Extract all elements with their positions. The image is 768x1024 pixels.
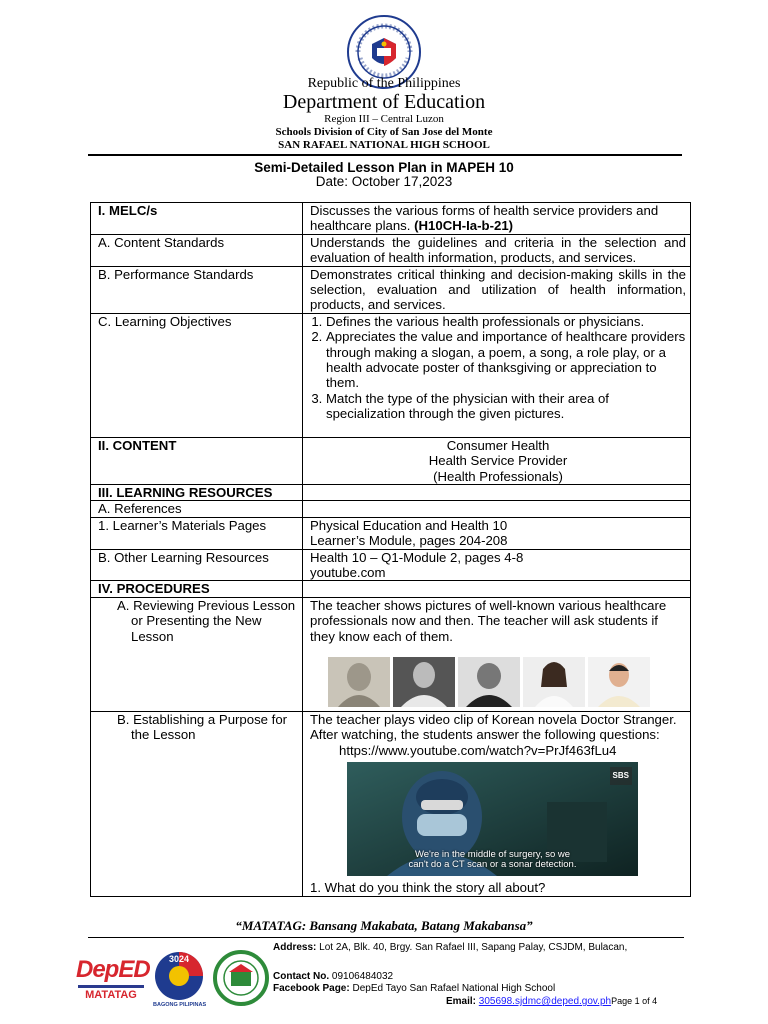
logo-stripe xyxy=(78,985,144,988)
objectives-cell xyxy=(303,313,691,437)
professional-photo xyxy=(328,657,390,707)
professional-photo xyxy=(523,657,585,707)
footer-divider xyxy=(88,937,684,938)
content-standards-label: A. Content Standards xyxy=(91,234,303,266)
email-link[interactable]: 305698.sjdmc@deped.gov.ph xyxy=(478,996,612,1007)
contact-label: Contact No. xyxy=(273,971,330,982)
table-row xyxy=(91,234,691,266)
other-resources-text: Health 10 – Q1-Module 2, pages 4-8 xyxy=(310,549,524,565)
school-name: SAN RAFAEL NATIONAL HIGH SCHOOL xyxy=(278,139,490,151)
table-row xyxy=(91,437,691,484)
learners-materials-label: 1. Learner’s Materials Pages xyxy=(91,517,303,549)
motto: “MATATAG: Bansang Makabata, Batang Makabansa” xyxy=(235,918,533,933)
table-row xyxy=(91,549,691,581)
empty-cell xyxy=(303,484,691,500)
list-item: 1. Defines the various health professionals or physicians. xyxy=(326,314,686,329)
performance-standards-label: B. Performance Standards xyxy=(91,266,303,313)
email-line xyxy=(446,995,657,1008)
empty-cell xyxy=(303,501,691,517)
lesson-plan-table xyxy=(90,202,691,897)
address-line xyxy=(273,942,627,954)
table-row xyxy=(91,266,691,313)
other-resources-site: youtube.com xyxy=(310,564,386,580)
bagong-pilipinas-text: BAGONG PILIPINAS xyxy=(153,1002,207,1008)
video-subtitles xyxy=(347,850,638,870)
references-label: A. References xyxy=(91,501,303,517)
table-row xyxy=(91,711,691,896)
content-label: II. CONTENT xyxy=(91,437,303,484)
division-text: Schools Division of City of San Jose del Monte xyxy=(275,126,493,138)
melc-label: I. MELC/s xyxy=(91,203,303,235)
region-text: Region III – Central Luzon xyxy=(324,113,444,125)
table-row xyxy=(91,501,691,517)
content-cell xyxy=(303,437,691,484)
table-row xyxy=(91,484,691,500)
melc-code: (H10CH-Ia-b-21) xyxy=(414,218,514,234)
procedures-label: IV. PROCEDURES xyxy=(91,581,303,597)
facebook-label: Facebook Page: xyxy=(273,983,350,994)
republic-text: Republic of the Philippines xyxy=(307,76,461,91)
other-resources-label: B. Other Learning Resources xyxy=(91,549,303,581)
content-standards-text: Understands the guidelines and criteria in the selection and evaluation of health information, products, and services. xyxy=(303,234,691,266)
other-resources-cell xyxy=(303,549,691,581)
objectives-label: C. Learning Objectives xyxy=(91,313,303,437)
lesson-date: Date: October 17,2023 xyxy=(315,174,453,189)
bagong-pilipinas-logo xyxy=(153,950,205,1018)
deped-matatag-logo xyxy=(76,956,150,1018)
table-row xyxy=(91,581,691,597)
video-url[interactable]: https://www.youtube.com/watch?v=PrJf463fLu4 xyxy=(339,742,617,758)
professional-photo xyxy=(393,657,455,707)
empty-cell xyxy=(303,581,691,597)
objectives-list xyxy=(310,314,686,422)
learners-materials-cell xyxy=(303,517,691,549)
reviewing-label: A. Reviewing Previous Lesson or Presenting the New Lesson xyxy=(91,597,303,711)
list-item: 2. Appreciates the value and importance of healthcare providers through making a slogan, a poem, a song, a role play, or a health advocate poster of thanksgiving or appreciation to them. xyxy=(326,329,686,391)
list-item: 3. Match the type of the physician with their area of specialization through the given pictures. xyxy=(326,391,686,422)
department-title: Department of Education xyxy=(282,91,486,113)
header-divider xyxy=(88,154,682,156)
content-line: Consumer Health xyxy=(446,437,550,453)
subtitle-line: We're in the middle of surgery, so we xyxy=(414,849,571,861)
professionals-photo-strip xyxy=(328,657,686,707)
facebook-line xyxy=(273,983,627,995)
address-label: Address: xyxy=(273,942,317,953)
professional-photo xyxy=(458,657,520,707)
lesson-plan-title: Semi-Detailed Lesson Plan in MAPEH 10 xyxy=(254,160,514,175)
video-watermark: SBS xyxy=(610,767,632,784)
purpose-label: B. Establishing a Purpose for the Lesson xyxy=(91,711,303,896)
professional-photo xyxy=(588,657,650,707)
purpose-cell xyxy=(303,711,691,896)
deped-logo-text: DepED xyxy=(76,956,150,983)
resources-label: III. LEARNING RESOURCES xyxy=(91,484,303,500)
page-number: Page 1 of 4 xyxy=(611,996,658,1006)
footer-contact-block xyxy=(273,942,627,995)
contact-number: 09106484032 xyxy=(331,971,394,982)
facebook-page: DepEd Tayo San Rafael National High School xyxy=(352,983,556,994)
table-row xyxy=(91,203,691,235)
question-text: 1. What do you think the story all about? xyxy=(310,880,546,896)
purpose-text: The teacher plays video clip of Korean novela Doctor Stranger. After watching, the students answer the following questions: xyxy=(310,711,677,743)
melc-cell xyxy=(303,203,691,235)
melc-text: Discusses the various forms of health service providers and healthcare plans. xyxy=(310,203,659,234)
content-line: Health Service Provider xyxy=(428,453,568,469)
school-seal-logo xyxy=(213,950,269,1006)
contact-line xyxy=(273,971,627,983)
table-row xyxy=(91,313,691,437)
performance-standards-text: Demonstrates critical thinking and decision-making skills in the selection, evaluation and utilization of health information, products, and services. xyxy=(303,266,691,313)
content-line: (Health Professionals) xyxy=(433,468,563,484)
learners-materials-text: Physical Education and Health 10 xyxy=(310,517,508,533)
learners-materials-pages: Learner’s Module, pages 204-208 xyxy=(310,533,508,549)
email-label: Email: xyxy=(446,996,477,1007)
video-clip-still xyxy=(347,762,638,876)
matatag-logo-text: MATATAG xyxy=(85,989,137,1001)
table-row xyxy=(91,597,691,711)
school-id-badge: 3024 xyxy=(168,954,190,964)
address-text: Lot 2A, Blk. 40, Brgy. San Rafael III, Sapang Palay, CSJDM, Bulacan, xyxy=(319,942,628,953)
reviewing-text: The teacher shows pictures of well-known various healthcare professionals now and then. The teacher will ask students if they know each of them. xyxy=(310,597,667,644)
table-row xyxy=(91,517,691,549)
reviewing-cell xyxy=(303,597,691,711)
subtitle-line: can't do a CT scan or a sonar detection. xyxy=(408,859,577,871)
